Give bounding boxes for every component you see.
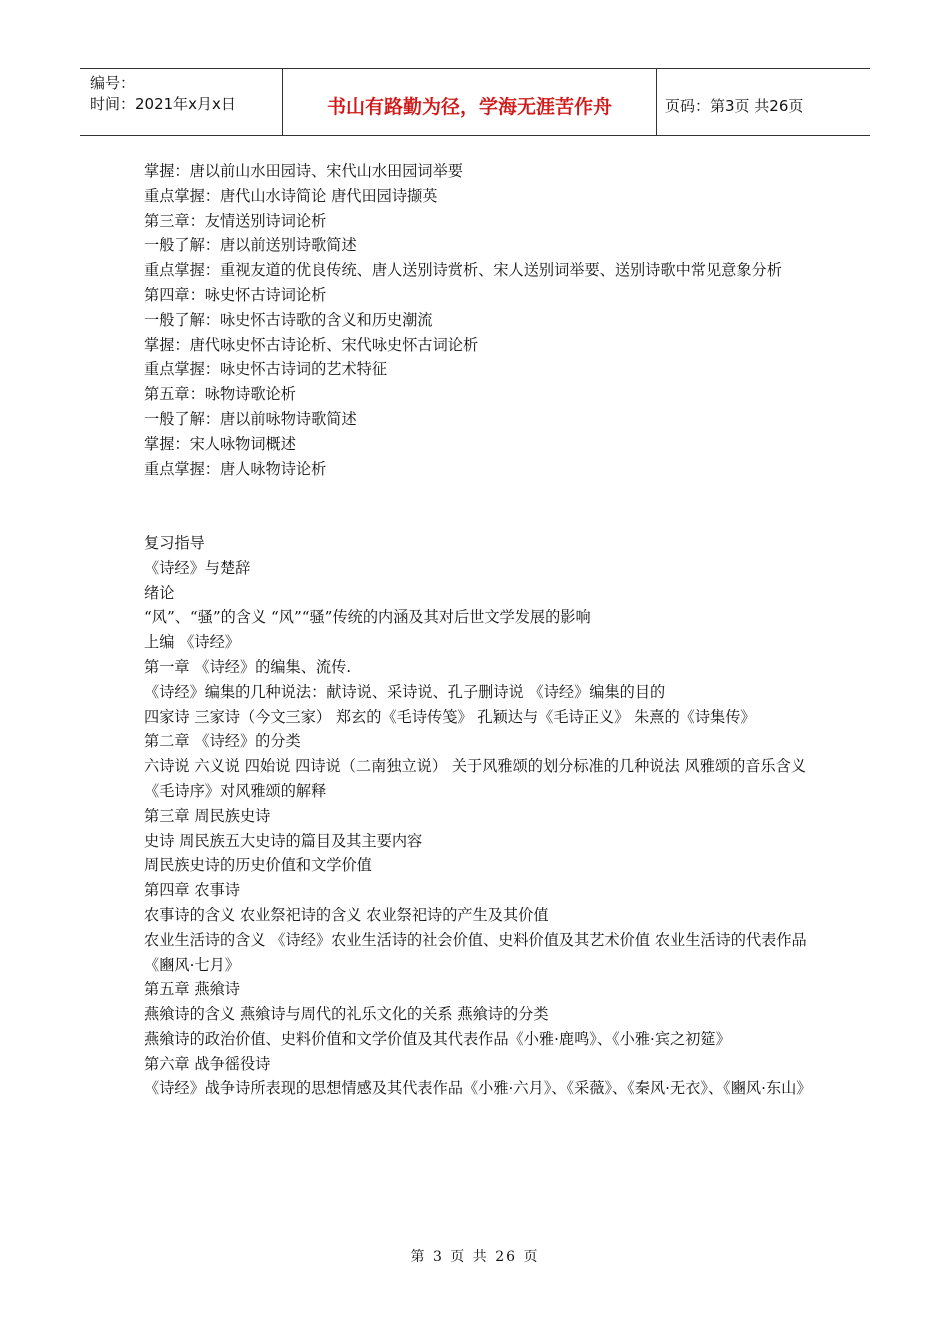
section-gap <box>144 481 810 531</box>
text-line: 第四章 农事诗 <box>144 881 240 900</box>
number-label: 编号： <box>90 74 136 92</box>
text-line: 第四章：咏史怀古诗词论析 <box>144 285 327 304</box>
text-line: 第三章：友情送别诗词论析 <box>144 211 327 230</box>
text-line: 第六章 战争徭役诗 <box>144 1054 271 1073</box>
text-line: 掌握：唐代咏史怀古诗论析、宋代咏史怀古词论析 <box>144 335 479 354</box>
header-motto: 书山有路勤为径，学海无涯苦作舟 <box>282 69 657 135</box>
text-line: 《诗经》战争诗所表现的思想情感及其代表作品《小雅·六月》、《采薇》、《秦风·无衣》、《豳风·东山》 <box>144 1079 812 1098</box>
text-line: 六诗说 六义说 四始说 四诗说（二南独立说） 关于风雅颂的划分标准的几种说法 风雅颂的音乐含义 <box>144 757 807 776</box>
text-line: 重点掌握：唐代山水诗简论 唐代田园诗撷英 <box>144 186 438 205</box>
text-line: 第三章 周民族史诗 <box>144 806 271 825</box>
text-line: 史诗 周民族五大史诗的篇目及其主要内容 <box>144 831 423 850</box>
text-line: 第五章 燕飨诗 <box>144 980 240 999</box>
text-line: “风”、“骚”的含义 “风”“骚”传统的内涵及其对后世文学发展的影响 <box>144 608 591 627</box>
text-line: 重点掌握：重视友道的优良传统、唐人送别诗赏析、宋人送别词举要、送别诗歌中常见意象分析 <box>144 261 782 280</box>
text-line: 一般了解：唐以前咏物诗歌简述 <box>144 409 357 428</box>
section-chapters <box>144 159 810 481</box>
text-line: 绪论 <box>144 583 175 602</box>
header-meta <box>80 69 282 135</box>
text-line: 上编 《诗经》 <box>144 633 240 652</box>
text-line: 掌握：唐以前山水田园诗、宋代山水田园词举要 <box>144 162 463 180</box>
text-line: 燕飨诗的政治价值、史料价值和文学价值及其代表作品《小雅·鹿鸣》、《小雅·宾之初筵》 <box>144 1029 731 1048</box>
text-line: 重点掌握：唐人咏物诗论析 <box>144 459 327 478</box>
text-line: 一般了解：咏史怀古诗歌的含义和历史潮流 <box>144 310 433 329</box>
text-line: 掌握：宋人咏物词概述 <box>144 434 296 453</box>
header-page-info: 页码：第3页 共26页 <box>665 96 804 115</box>
text-line: 第一章 《诗经》的编集、流传. <box>144 657 352 676</box>
text-line: 一般了解：唐以前送别诗歌简述 <box>144 236 357 255</box>
time-label: 时间：2021年x月x日 <box>90 95 236 113</box>
text-line: 《诗经》编集的几种说法：献诗说、采诗说、孔子删诗说 《诗经》编集的目的 <box>144 682 666 701</box>
section-review-guide <box>144 531 810 1101</box>
text-line: 重点掌握：咏史怀古诗词的艺术特征 <box>144 360 387 379</box>
page-footer: 第 3 页 共 26 页 <box>410 1249 540 1265</box>
page-header <box>80 68 870 136</box>
text-line: 《毛诗序》对风雅颂的解释 <box>144 781 327 800</box>
text-line: 四家诗 三家诗（今文三家） 郑玄的《毛诗传笺》 孔颖达与《毛诗正义》 朱熹的《诗集传》 <box>144 707 756 726</box>
document-body <box>144 159 810 1101</box>
text-line: 周民族史诗的历史价值和文学价值 <box>144 856 372 875</box>
text-line: 燕飨诗的含义 燕飨诗与周代的礼乐文化的关系 燕飨诗的分类 <box>144 1005 549 1024</box>
text-line: 第五章：咏物诗歌论析 <box>144 385 296 404</box>
text-line: 第二章 《诗经》的分类 <box>144 732 301 751</box>
text-line: 复习指导 <box>144 533 205 552</box>
text-line: 农业生活诗的含义 《诗经》农业生活诗的社会价值、史料价值及其艺术价值 农业生活诗的代表作品《豳风·七月》 <box>144 930 807 974</box>
text-line: 农事诗的含义 农业祭祀诗的含义 农业祭祀诗的产生及其价值 <box>144 905 549 924</box>
text-line: 《诗经》与楚辞 <box>144 558 251 577</box>
